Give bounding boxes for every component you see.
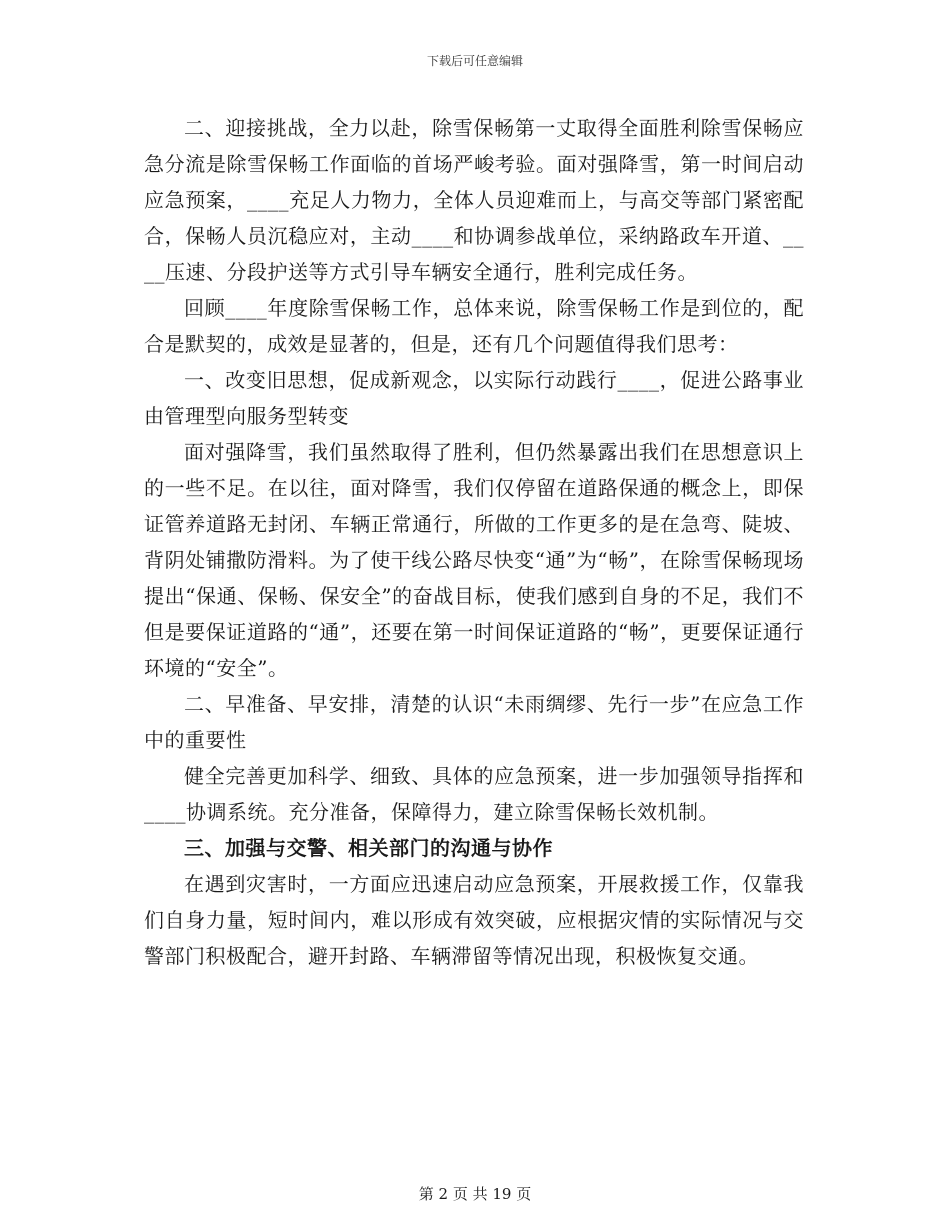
paragraph-review: 回顾____年度除雪保畅工作，总体来说，除雪保畅工作是到位的，配合是默契的，成效是显著的，但是，还有几个问题值得我们思考： bbox=[144, 296, 804, 356]
heading-two-early-preparation: 二、早准备、早安排，清楚的认识“未雨绸缪、先行一步”在应急工作中的重要性 bbox=[144, 692, 804, 752]
page-header: 下载后可任意编辑 bbox=[426, 54, 523, 68]
paragraph-emergency-plan: 健全完善更加科学、细致、具体的应急预案，进一步加强领导指挥和____协调系统。充分准备，保障得力，建立除雪保畅长效机制。 bbox=[144, 764, 804, 824]
paragraph-shortcomings: 面对强降雪，我们虽然取得了胜利，但仍然暴露出我们在思想意识上的一些不足。在以往，面对降雪，我们仅停留在道路保通的概念上，即保证管养道路无封闭、车辆正常通行，所做的工作更多的是在急弯、陡坡、背阴处铺撒防滑料。为了使干线公路尽快变“通”为“畅”，在除雪保畅现场提出“保通、保畅、保安全”的奋战目标，使我们感到自身的不足，我们不但是要保证道路的“通”，还要在第一时间保证道路的“畅”，更要保证通行环境的“安全”。 bbox=[144, 440, 804, 680]
document-body bbox=[144, 110, 804, 974]
paragraph-section-two-challenge: 二、迎接挑战，全力以赴，除雪保畅第一丈取得全面胜利除雪保畅应急分流是除雪保畅工作面临的首场严峻考验。面对强降雪，第一时间启动应急预案，____充足人力物力，全体人员迎难而上，与高交等部门紧密配合，保畅人员沉稳应对，主动____和协调参战单位，采纳路政车开道、____压速、分段护送等方式引导车辆安全通行，胜利完成任务。 bbox=[144, 116, 804, 284]
paragraph-disaster-response: 在遇到灾害时，一方面应迅速启动应急预案，开展救援工作，仅靠我们自身力量，短时间内，难以形成有效突破，应根据灾情的实际情况与交警部门积极配合，避开封路、车辆滞留等情况出现，积极恢复交通。 bbox=[144, 872, 804, 968]
page-footer: 第 2 页 共 19 页 bbox=[418, 1185, 532, 1203]
heading-one-change-thinking: 一、改变旧思想，促成新观念，以实际行动践行____，促进公路事业由管理型向服务型转变 bbox=[144, 368, 804, 428]
heading-three-cooperation: 三、加强与交警、相关部门的沟通与协作 bbox=[184, 836, 553, 860]
